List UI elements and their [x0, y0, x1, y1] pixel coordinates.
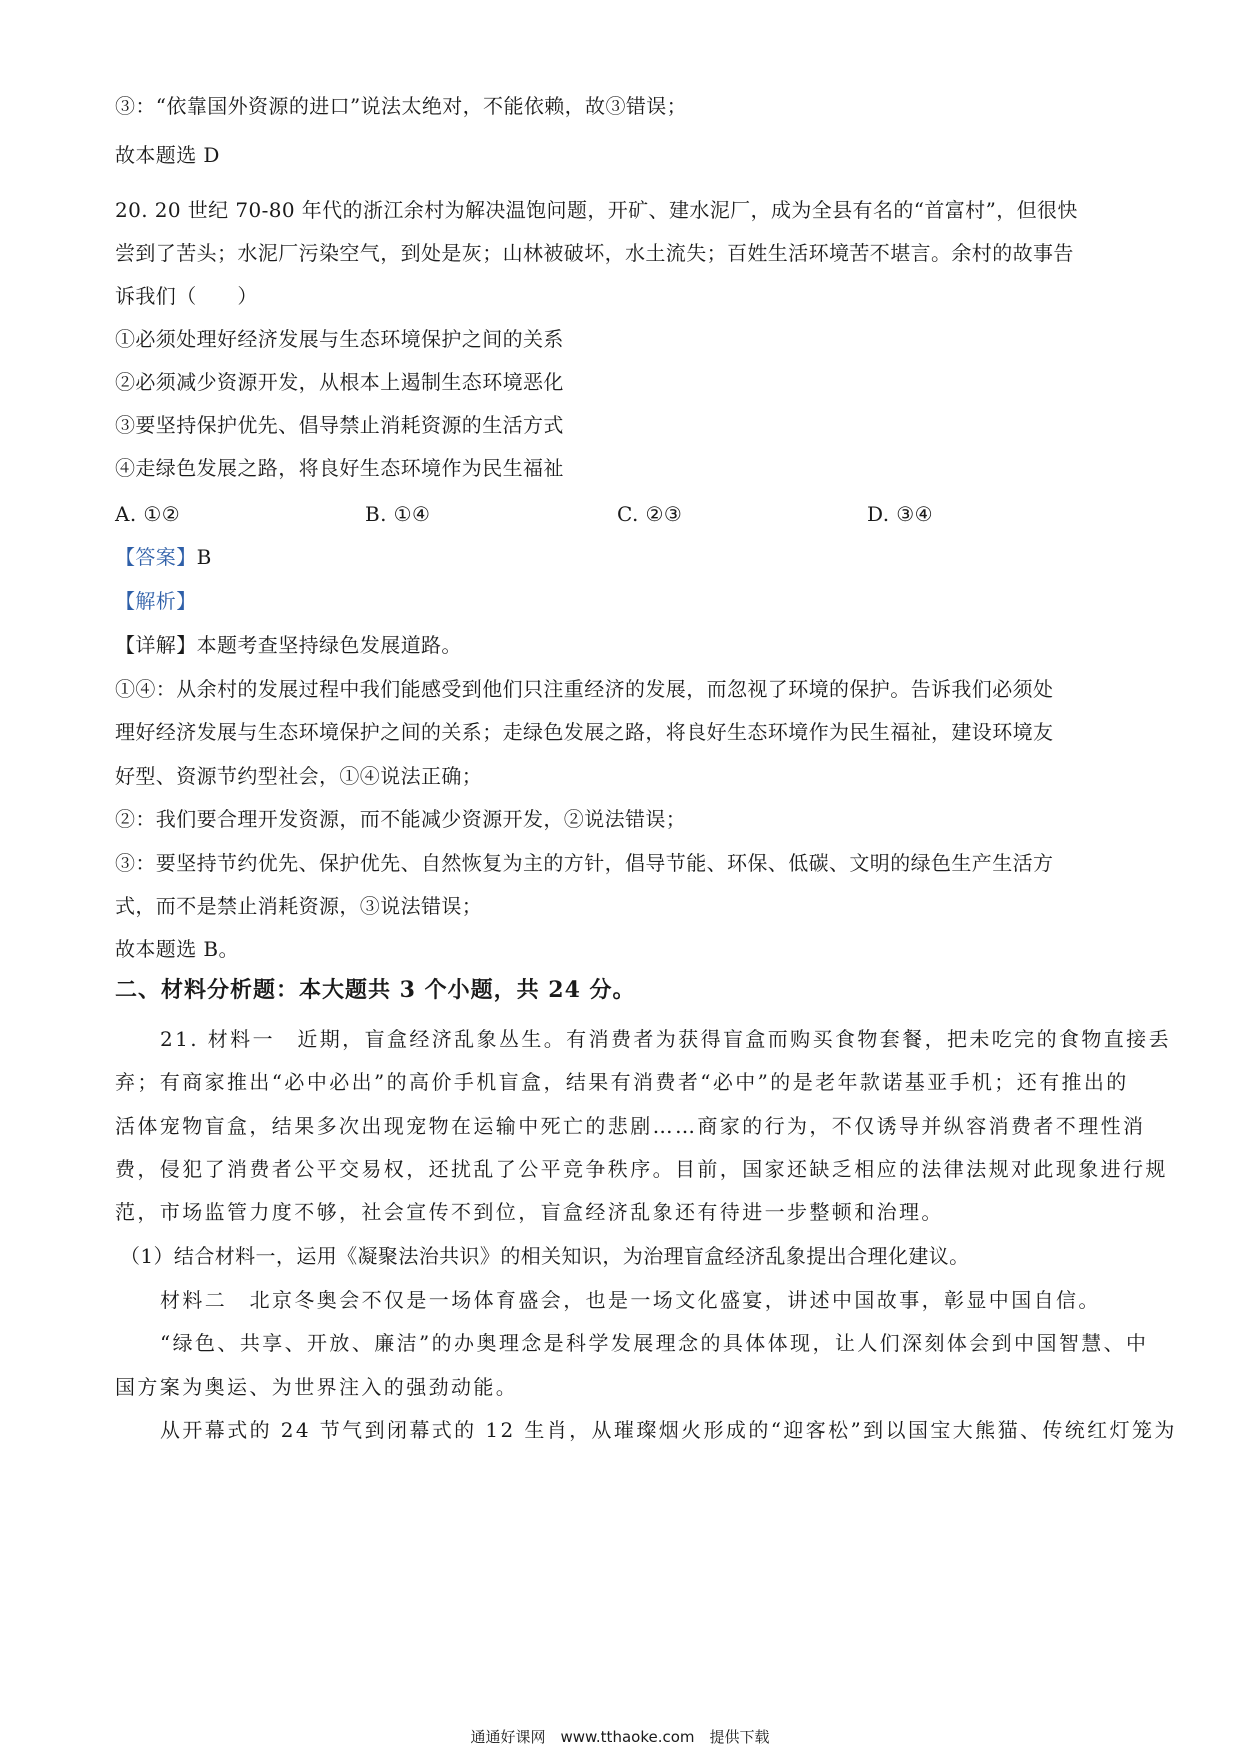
material-1-line: 弃；有商家推出“必中必出”的高价手机盲盒，结果有消费者“必中”的是老年款诺基亚手机；还有推出的 — [115, 1070, 1129, 1094]
options-row — [115, 500, 1015, 528]
answer-line — [115, 543, 212, 571]
detail-line: 故本题选 B。 — [115, 937, 239, 961]
page-footer: 通通好课网 www.tthaoke.com 提供下载 — [470, 1728, 770, 1746]
material-2-line: 材料二 北京冬奥会不仅是一场体育盛会，也是一场文化盛宴，讲述中国故事，彰显中国自信。 — [160, 1288, 1101, 1312]
material-1-line: 21. 材料一 近期，盲盒经济乱象丛生。有消费者为获得盲盒而购买食物套餐，把未吃完的食物直接丢 — [160, 1027, 1171, 1051]
material-2-line: 国方案为奥运、为世界注入的强劲动能。 — [115, 1375, 519, 1399]
section-heading: 二、材料分析题：本大题共 3 个小题，共 24 分。 — [115, 977, 636, 1003]
question-stem-line: 20. 20 世纪 70-80 年代的浙江余村为解决温饱问题，开矿、建水泥厂，成为全县有名的“首富村”，但很快 — [115, 198, 1078, 222]
statement-2: ②必须减少资源开发，从根本上遏制生态环境恶化 — [115, 370, 564, 394]
option-d: D. ③④ — [867, 502, 933, 526]
material-1-line: 活体宠物盲盒，结果多次出现宠物在运输中死亡的悲剧……商家的行为，不仅诱导并纵容消费者不理性消 — [115, 1114, 1146, 1138]
option-a: A. ①② — [115, 502, 181, 526]
question-stem-line: 尝到了苦头；水泥厂污染空气，到处是灰；山林被破坏，水土流失；百姓生活环境苦不堪言。余村的故事告 — [115, 241, 1074, 265]
statement-1: ①必须处理好经济发展与生态环境保护之间的关系 — [115, 327, 564, 351]
detail-line: ①④：从余村的发展过程中我们能感受到他们只注重经济的发展，而忽视了环境的保护。告诉我们必须处 — [115, 677, 1054, 701]
material-2-line: “绿色、共享、开放、廉洁”的办奥理念是科学发展理念的具体体现，让人们深刻体会到中国智慧、中 — [160, 1331, 1149, 1355]
detail-line: ②：我们要合理开发资源，而不能减少资源开发，②说法错误； — [115, 807, 687, 831]
analysis-tag: 【解析】 — [115, 589, 197, 613]
detail-line: ③：要坚持节约优先、保护优先、自然恢复为主的方针，倡导节能、环保、低碳、文明的绿色生产生活方 — [115, 851, 1054, 875]
answer-value: B — [196, 545, 212, 569]
material-2-line: 从开幕式的 24 节气到闭幕式的 12 生肖，从璀璨烟火形成的“迎客松”到以国宝大熊猫、传统红灯笼为 — [160, 1418, 1177, 1442]
question-stem-line: 诉我们（ ） — [115, 284, 258, 308]
statement-3: ③要坚持保护优先、倡导禁止消耗资源的生活方式 — [115, 413, 564, 437]
statement-4: ④走绿色发展之路，将良好生态环境作为民生福祉 — [115, 456, 564, 480]
sub-question-1: （1）结合材料一，运用《凝聚法治共识》的相关知识，为治理盲盒经济乱象提出合理化建议。 — [120, 1244, 970, 1268]
answer-tag: 【答案】 — [115, 545, 197, 569]
material-1-line: 费，侵犯了消费者公平交易权，还扰乱了公平竞争秩序。目前，国家还缺乏相应的法律法规对此现象进行规 — [115, 1157, 1168, 1181]
option-c: C. ②③ — [617, 502, 683, 526]
detail-line: 好型、资源节约型社会，①④说法正确； — [115, 764, 483, 788]
prev-conclusion: 故本题选 D — [115, 143, 220, 167]
prev-analysis-line: ③：“依靠国外资源的进口”说法太绝对，不能依赖，故③错误； — [115, 94, 688, 118]
detail-line: 理好经济发展与生态环境保护之间的关系；走绿色发展之路，将良好生态环境作为民生福祉，建设环境友 — [115, 720, 1054, 744]
detail-line: 【详解】本题考查坚持绿色发展道路。 — [115, 633, 462, 657]
detail-line: 式，而不是禁止消耗资源，③说法错误； — [115, 894, 483, 918]
material-1-line: 范，市场监管力度不够，社会宣传不到位，盲盒经济乱象还有待进一步整顿和治理。 — [115, 1200, 944, 1224]
option-b: B. ①④ — [365, 502, 431, 526]
